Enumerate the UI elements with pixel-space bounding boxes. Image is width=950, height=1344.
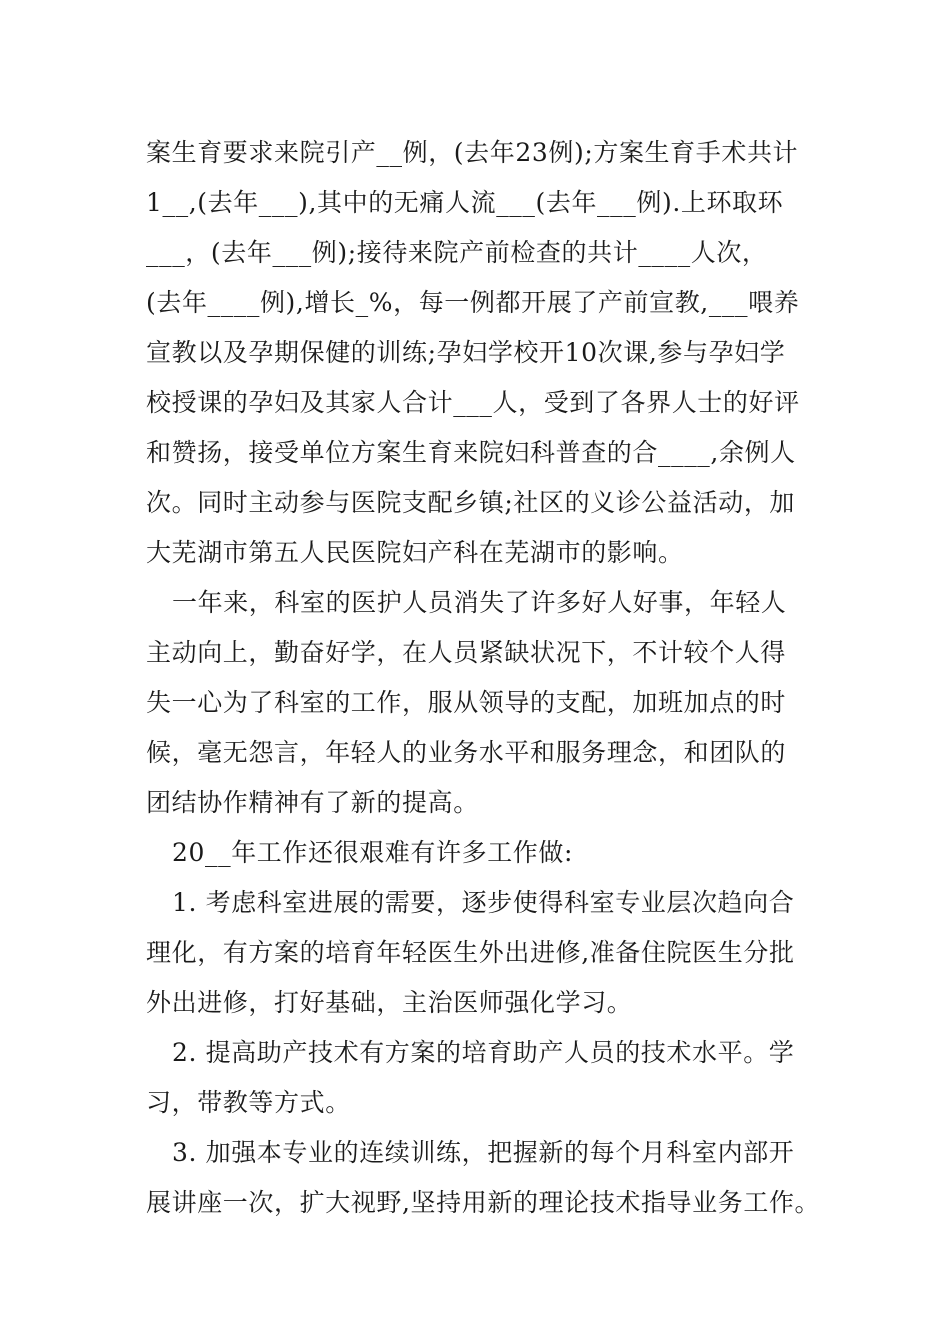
text-line: 1__,(去年___),其中的无痛人流___(去年___例).上环取环 — [146, 188, 784, 217]
text-line: (去年____例),增长_%，每一例都开展了产前宣教,___喂养 — [146, 288, 800, 317]
paragraph-start-line: 一年来，科室的医护人员消失了许多好人好事，年轻人 — [172, 588, 787, 617]
list-item-1-line: 1. 考虑科室进展的需要，逐步使得科室专业层次趋向合 — [172, 888, 795, 917]
text-line: 理化，有方案的培育年轻医生外出进修,准备住院医生分批 — [146, 938, 795, 967]
text-line: 校授课的孕妇及其家人合计___人，受到了各界人士的好评 — [146, 388, 800, 417]
text-line: 团结协作精神有了新的提高。 — [146, 788, 479, 817]
text-line: 大芜湖市第五人民医院妇产科在芜湖市的影响。 — [146, 538, 684, 567]
text-line: 展讲座一次，扩大视野,坚持用新的理论技术指导业务工作。 — [146, 1188, 821, 1217]
text-line: 宣教以及孕期保健的训练;孕妇学校开10次课,参与孕妇学 — [146, 338, 786, 367]
text-line: 主动向上，勤奋好学，在人员紧缺状况下，不计较个人得 — [146, 638, 787, 667]
text-line: ___，(去年___例);接待来院产前检查的共计____人次， — [146, 238, 768, 267]
text-line: 和赞扬，接受单位方案生育来院妇科普查的合____,余例人 — [146, 438, 796, 467]
text-line: 候，毫无怨言，年轻人的业务水平和服务理念，和团队的 — [146, 738, 787, 767]
paragraph-start-line: 20__年工作还很艰难有许多工作做: — [172, 838, 574, 867]
text-line: 外出进修，打好基础，主治医师强化学习。 — [146, 988, 633, 1017]
text-line: 次。同时主动参与医院支配乡镇;社区的义诊公益活动，加 — [146, 488, 796, 517]
text-line: 失一心为了科室的工作，服从领导的支配，加班加点的时 — [146, 688, 787, 717]
list-item-3-line: 3. 加强本专业的连续训练，把握新的每个月科室内部开 — [172, 1138, 795, 1167]
document-body — [146, 128, 821, 1228]
text-line: 习，带教等方式。 — [146, 1088, 351, 1117]
list-item-2-line: 2. 提高助产技术有方案的培育助产人员的技术水平。学 — [172, 1038, 795, 1067]
text-line: 案生育要求来院引产__例，(去年23例);方案生育手术共计 — [146, 138, 799, 167]
